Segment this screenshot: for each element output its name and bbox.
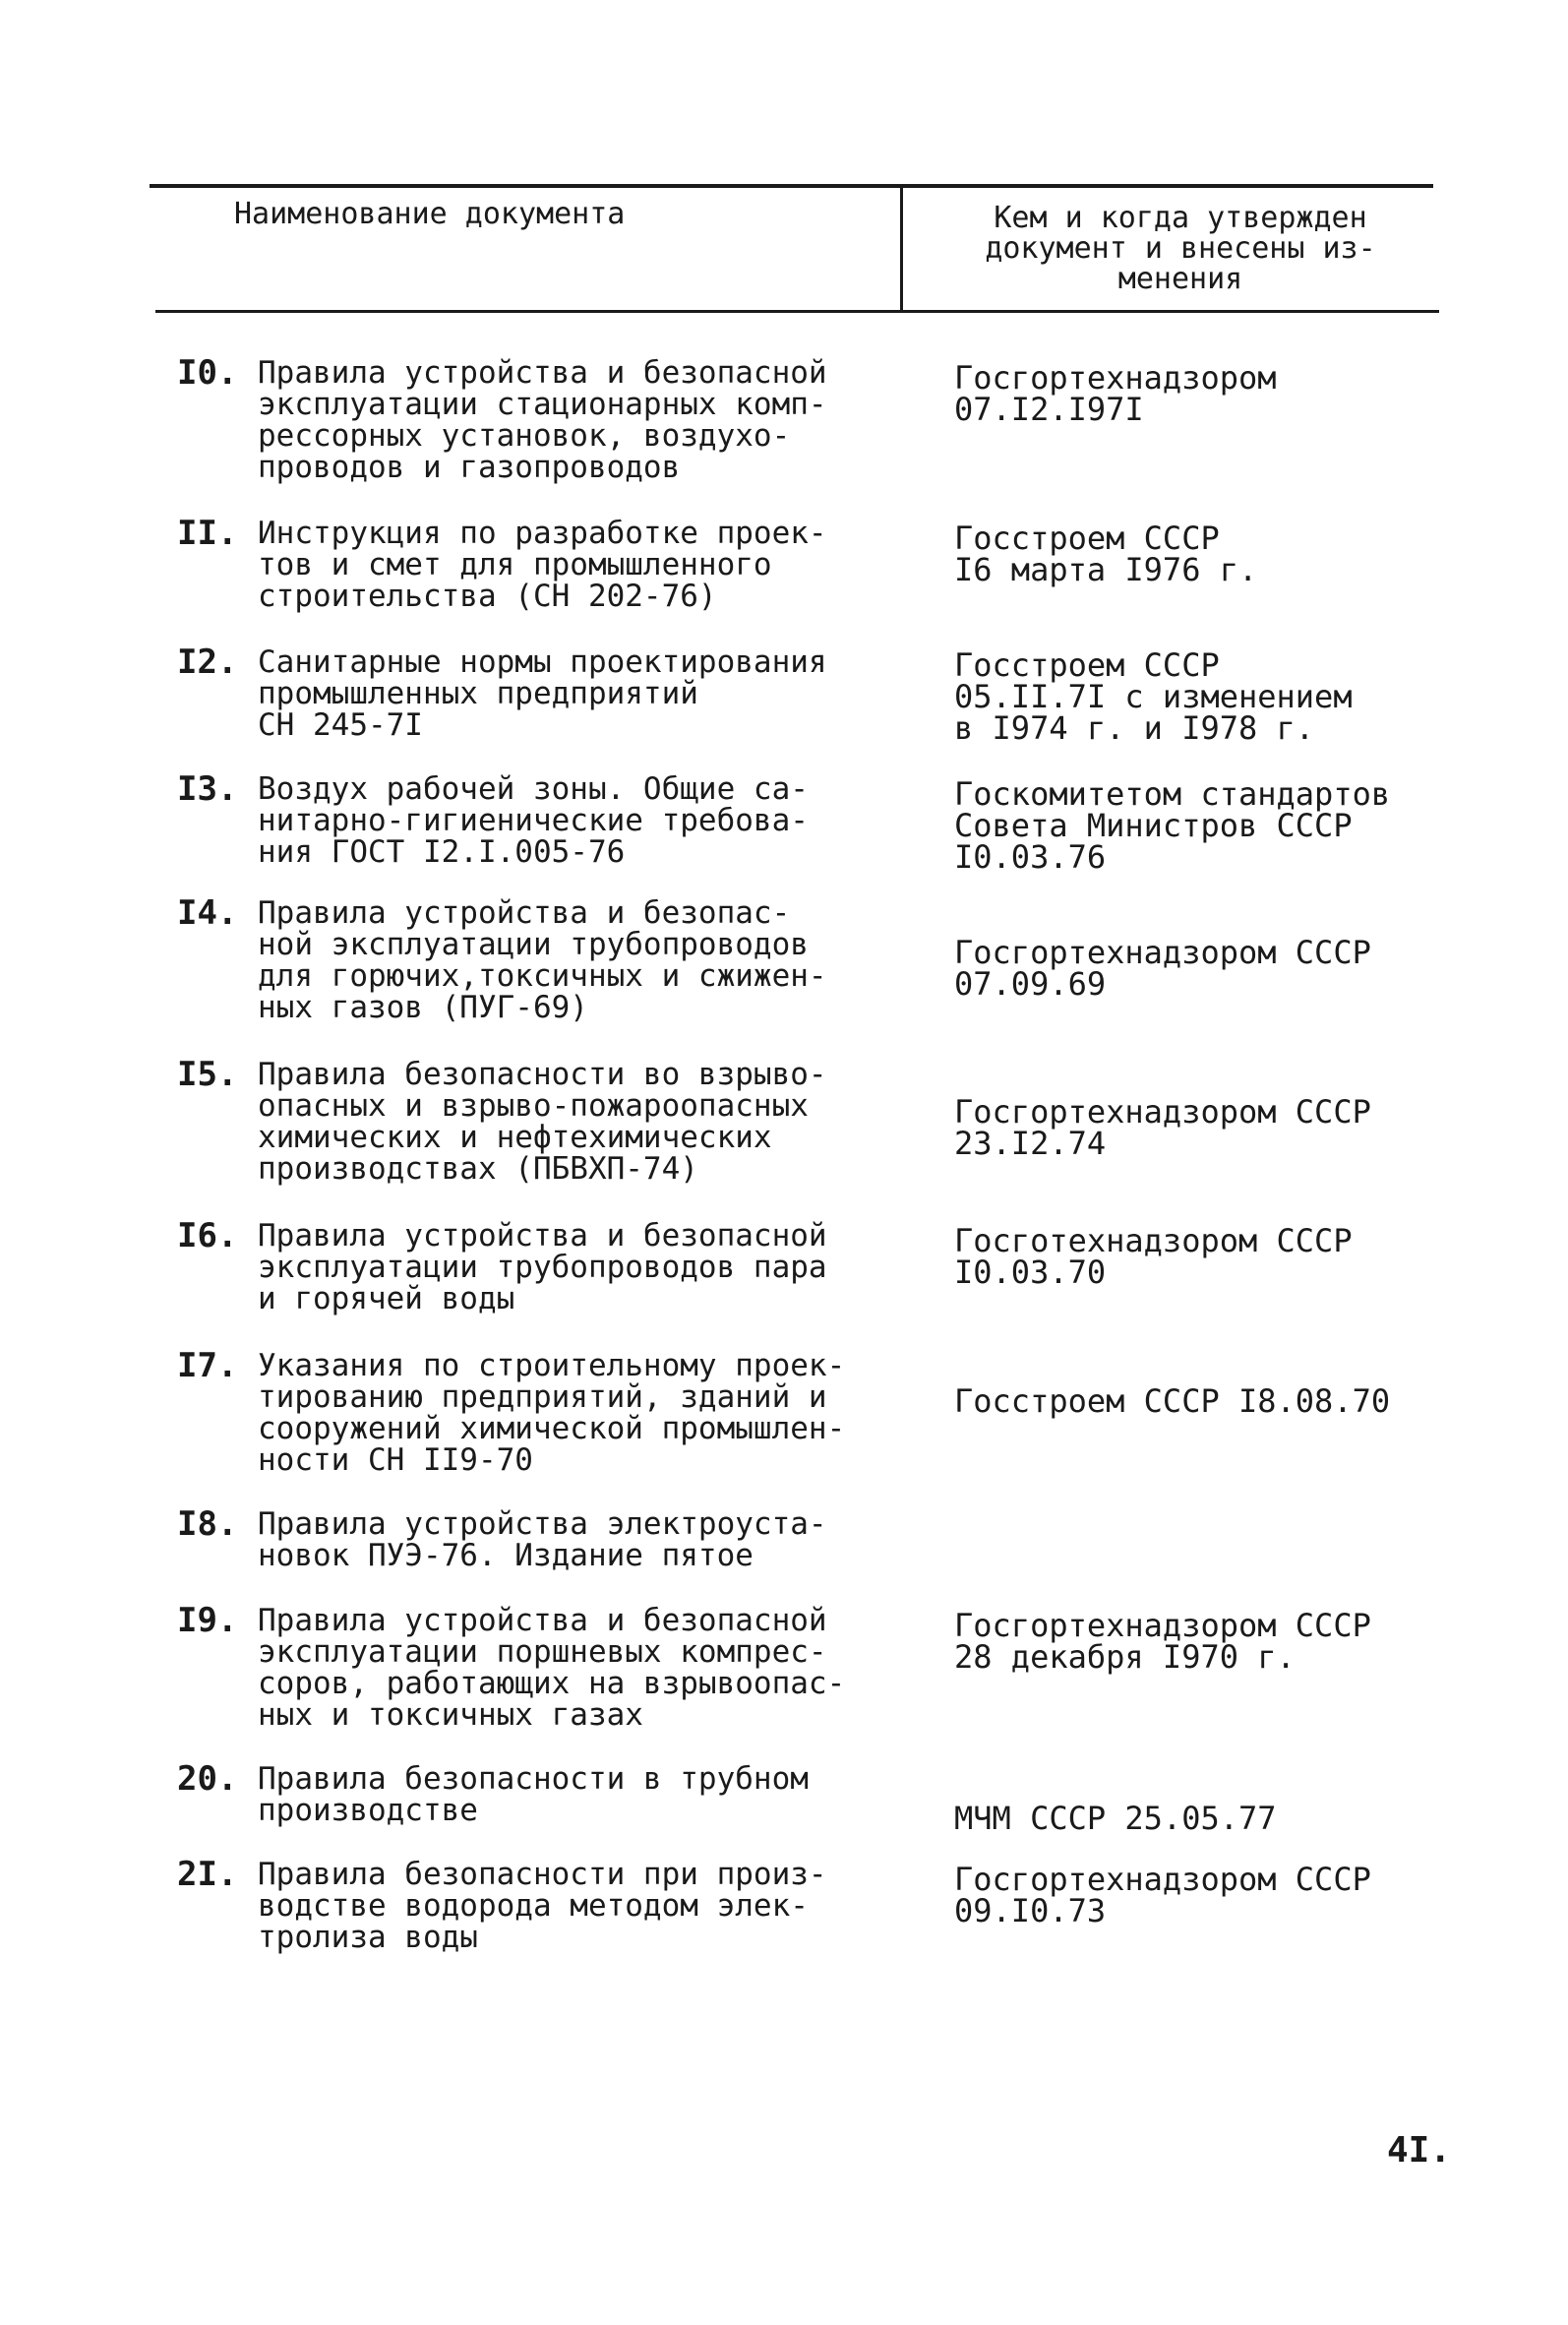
table-top-rule <box>150 184 1433 188</box>
row-document-title: Инструкция по разработке проек- тов и смет для промышленного строительства (СН 202-76) <box>258 516 827 614</box>
row-approved-by: Госгортехнадзором 07.I2.I97I <box>954 359 1277 428</box>
row-number: I5. <box>177 1055 238 1094</box>
row-approved-by: Госгортехнадзором СССР 09.I0.73 <box>954 1861 1371 1929</box>
row-approved-by: Госготехнадзором СССР I0.03.70 <box>954 1222 1353 1291</box>
row-number: II. <box>177 514 238 553</box>
header-bottom-rule <box>155 310 1439 313</box>
row-number: I9. <box>177 1601 238 1640</box>
header-column-divider <box>900 186 903 312</box>
row-document-title: Правила безопасности в трубном производстве <box>258 1761 809 1828</box>
row-number: I6. <box>177 1216 238 1255</box>
row-number: I4. <box>177 893 238 933</box>
row-approved-by: Госстроем СССР I8.08.70 <box>954 1382 1391 1420</box>
row-document-title: Правила устройства и безопасной эксплуатации стационарных комп- рессорных установок, воздухо- проводов и газопроводов <box>258 355 827 485</box>
row-document-title: Правила устройства и безопасной эксплуатации трубопроводов пара и горячей воды <box>258 1218 827 1316</box>
row-number: I8. <box>177 1504 238 1544</box>
header-document-name: Наименование документа <box>234 197 626 231</box>
row-document-title: Воздух рабочей зоны. Общие са- нитарно-гигиенические требова- ния ГОСТ I2.I.005-76 <box>258 771 809 870</box>
row-document-title: Правила устройства и безопасной эксплуатации поршневых компрес- соров, работающих на взрывоопас- ных и токсичных газах <box>258 1603 846 1733</box>
row-document-title: Указания по строительному проек- тированию предприятий, зданий и сооружений химической промышлен- ности СН II9-70 <box>258 1348 846 1478</box>
row-approved-by: Госкомитетом стандартов Совета Министров СССР I0.03.76 <box>954 775 1391 876</box>
row-approved-by: МЧМ СССР 25.05.77 <box>954 1800 1277 1837</box>
row-number: I7. <box>177 1346 238 1385</box>
row-document-title: Правила безопасности при произ- водстве водорода методом элек- тролиза воды <box>258 1857 827 1955</box>
row-number: 20. <box>177 1759 238 1799</box>
row-approved-by: Госгортехнадзором СССР 07.09.69 <box>954 934 1371 1003</box>
row-approved-by: Госгортехнадзором СССР 23.I2.74 <box>954 1093 1371 1162</box>
page-number: 4I. <box>1387 2130 1452 2171</box>
row-number: 2I. <box>177 1855 238 1894</box>
row-number: I3. <box>177 769 238 809</box>
row-approved-by: Госстроем СССР I6 марта I976 г. <box>954 520 1258 588</box>
row-document-title: Санитарные нормы проектирования промышленных предприятий СН 245-7I <box>258 644 827 743</box>
row-number: I2. <box>177 642 238 682</box>
row-approved-by: Госстроем СССР 05.II.7I с изменением в I974 г. и I978 г. <box>954 646 1353 747</box>
header-approved-by: Кем и когда утвержден документ и внесены из- менения <box>985 201 1376 296</box>
row-document-title: Правила устройства электроуста- новок ПУЭ-76. Издание пятое <box>258 1506 827 1573</box>
row-document-title: Правила устройства и безопас- ной эксплуатации трубопроводов для горючих,токсичных и сжижен- ных газов (ПУГ-69) <box>258 895 827 1025</box>
row-document-title: Правила безопасности во взрыво- опасных и взрыво-пожароопасных химических и нефтехимических производствах (ПБВХП-74) <box>258 1057 827 1187</box>
row-approved-by: Госгортехнадзором СССР 28 декабря I970 г. <box>954 1607 1371 1676</box>
row-number: I0. <box>177 353 238 393</box>
